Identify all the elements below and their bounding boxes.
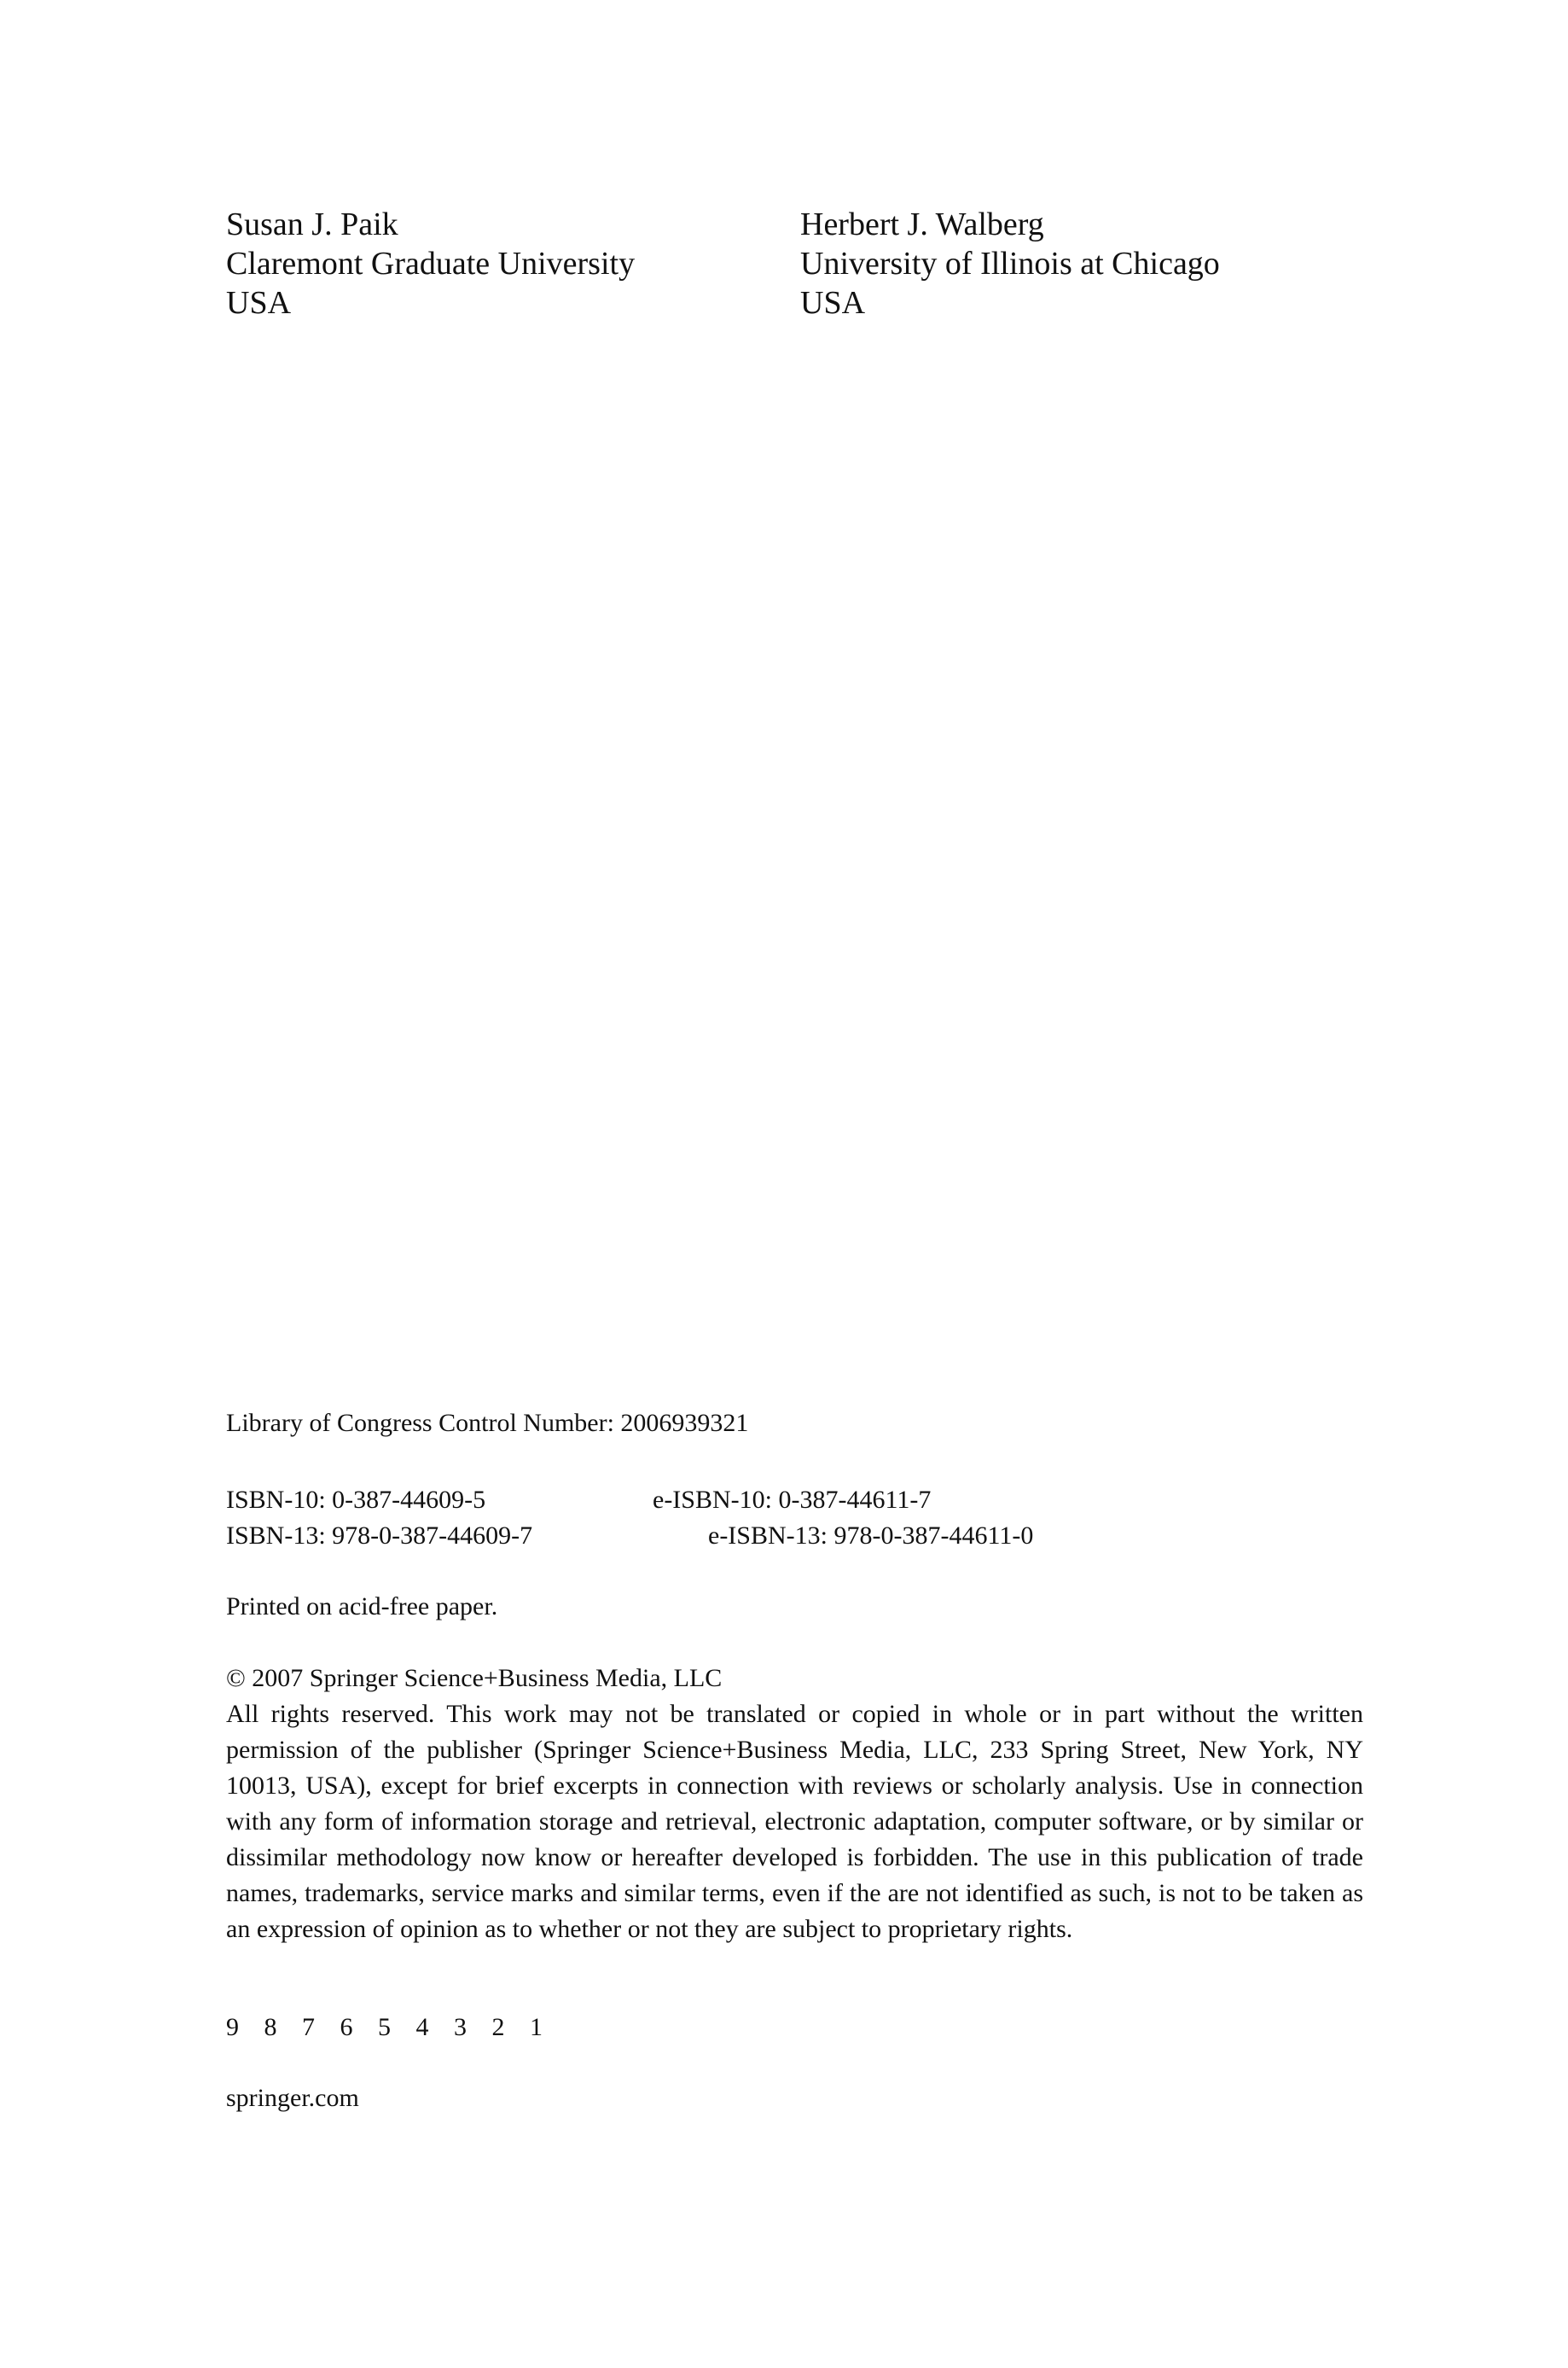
author-country: USA: [800, 285, 866, 321]
publisher-website: springer.com: [226, 2084, 359, 2112]
author-block-right: [800, 205, 1220, 323]
author-country: USA: [226, 285, 292, 321]
isbn-10: ISBN-10: 0-387-44609-5: [226, 1486, 486, 1514]
author-block-left: [226, 205, 635, 323]
author-institution: Claremont Graduate University: [226, 246, 636, 282]
e-isbn-13: e-ISBN-13: 978-0-387-44611-0: [708, 1521, 1034, 1550]
author-name: Herbert J. Walberg: [800, 207, 1044, 242]
copyright-block: [226, 1661, 1363, 1947]
e-isbn-10: e-ISBN-10: 0-387-44611-7: [653, 1486, 932, 1514]
library-of-congress-number: Library of Congress Control Number: 2006939321: [226, 1409, 749, 1437]
copyright-line: © 2007 Springer Science+Business Media, LLC: [226, 1664, 723, 1692]
author-name: Susan J. Paik: [226, 207, 398, 242]
isbn-13: ISBN-13: 978-0-387-44609-7: [226, 1521, 533, 1550]
acid-free-paper-note: Printed on acid-free paper.: [226, 1592, 498, 1620]
print-run-line: 9 8 7 6 5 4 3 2 1: [226, 2013, 552, 2041]
rights-statement: All rights reserved. This work may not be translated or copied in whole or in part without the written permission of the publisher (Springer Science+Business Media, LLC, 233 Spring Street, New York, NY 10013, USA), except for brief excerpts in connection with reviews or scholarly analysis. Use in connection with any form of information storage and retrieval, electronic adaptation, computer software, or by similar or dissimilar methodology now know or hereafter developed is forbidden. The use in this publication of trade names, trademarks, service marks and similar terms, even if the are not identified as such, is not to be taken as an expression of opinion as to whether or not they are subject to proprietary rights.: [226, 1700, 1363, 1943]
author-institution: University of Illinois at Chicago: [800, 246, 1220, 282]
